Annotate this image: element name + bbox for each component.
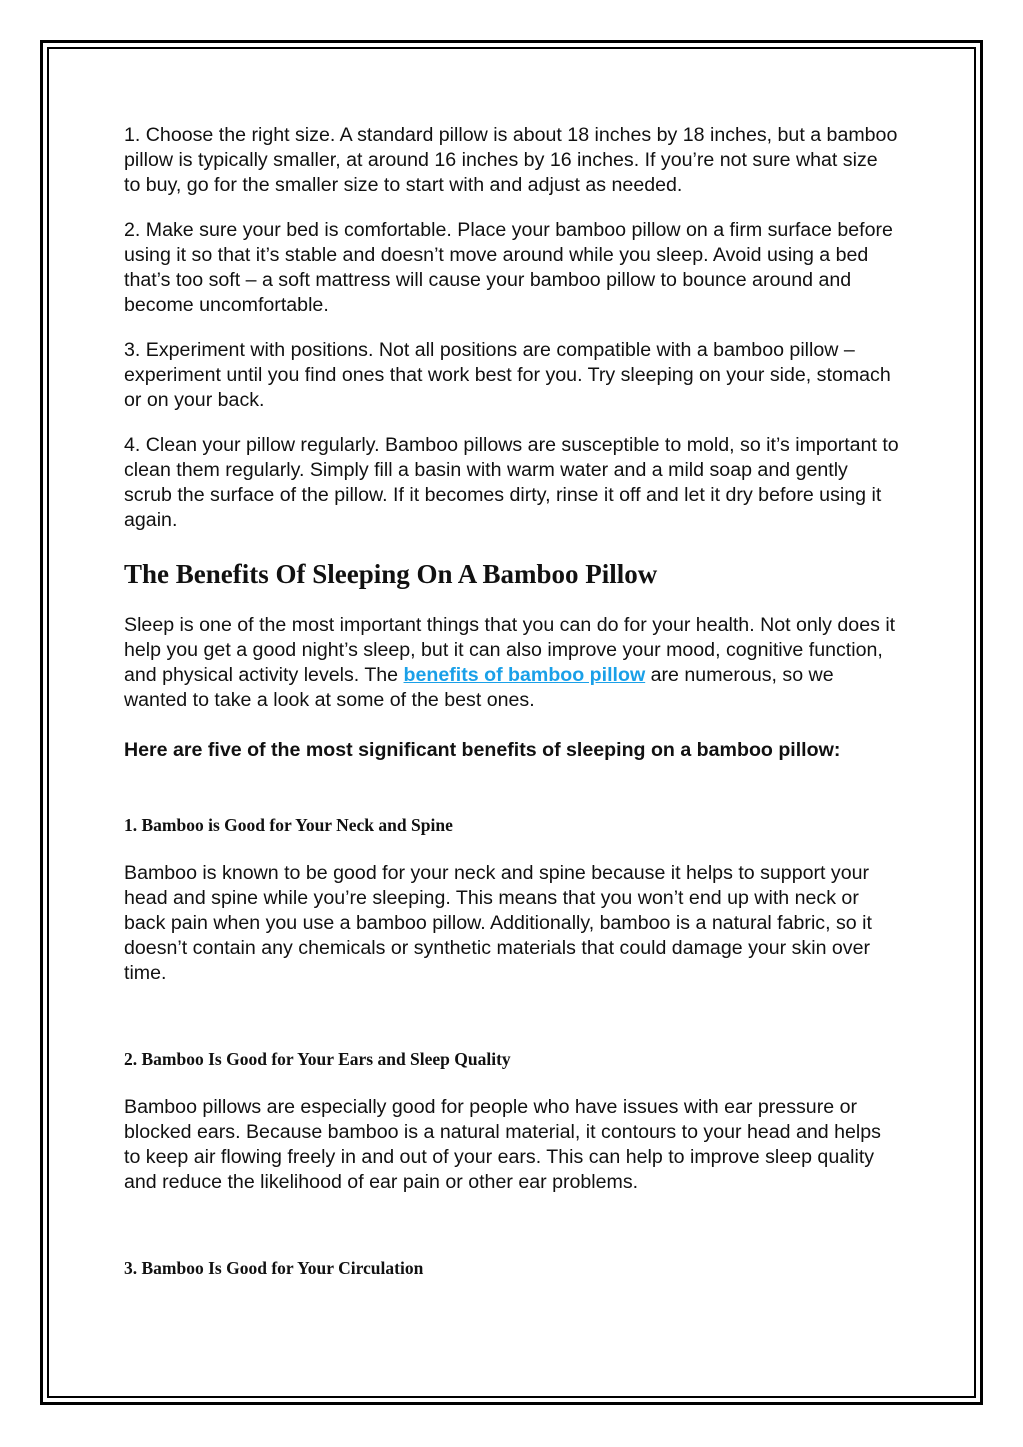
lead-in-text: Here are five of the most significant benefits of sleeping on a bamboo pillow: bbox=[124, 739, 841, 761]
section-1-body: Bamboo is known to be good for your neck and spine because it helps to support your head and spine while you’re sleeping. This means that you won’t end up with neck or back pain when you use a bamboo pillow. Additionally, bamboo is a natural fabric, so it doesn’t contain any chemicals or synthetic materials that could damage your skin over time. bbox=[124, 862, 872, 984]
section-2-body: Bamboo pillows are especially good for people who have issues with ear pressure or blocked ears. Because bamboo is a natural material, it contours to your head and helps to keep air flowing freely in and out of your ears. This can help to improve sleep quality and reduce the likelihood of ear pain or other ear problems. bbox=[124, 1096, 881, 1193]
section-2-title: 2. Bamboo Is Good for Your Ears and Sleep Quality bbox=[124, 1049, 511, 1069]
tip-paragraph-4: 4. Clean your pillow regularly. Bamboo pillows are susceptible to mold, so it’s important to clean them regularly. Simply fill a basin with warm water and a mild soap and gently scrub the surface of the pillow. If it becomes dirty, rinse it off and let it dry before using it again. bbox=[124, 434, 899, 531]
intro-text-before-link: Sleep is one of the most important things that you can do for your health. Not only does it help you get a good night’s sleep, but it can also improve your mood, cognitive function, and physical activity levels. The bbox=[124, 614, 896, 686]
benefits-heading: The Benefits Of Sleeping On A Bamboo Pillow bbox=[124, 559, 658, 589]
tip-paragraph-3: 3. Experiment with positions. Not all positions are compatible with a bamboo pillow – experiment until you find ones that work best for you. Try sleeping on your side, stomach or on your back. bbox=[124, 339, 891, 411]
benefits-link[interactable]: benefits of bamboo pillow bbox=[403, 664, 646, 686]
section-3-title: 3. Bamboo Is Good for Your Circulation bbox=[124, 1258, 424, 1278]
section-1-title: 1. Bamboo is Good for Your Neck and Spine bbox=[124, 815, 453, 835]
document-body bbox=[124, 123, 899, 1279]
intro-paragraph bbox=[124, 613, 899, 713]
tip-paragraph-2: 2. Make sure your bed is comfortable. Place your bamboo pillow on a firm surface before using it so that it’s stable and doesn’t move around while you sleep. Avoid using a bed that’s too soft – a soft mattress will cause your bamboo pillow to bounce around and become uncomfortable. bbox=[124, 219, 893, 316]
intro-text-after-link: are numerous, so we wanted to take a look at some of the best ones. bbox=[124, 664, 834, 711]
tip-paragraph-1: 1. Choose the right size. A standard pillow is about 18 inches by 18 inches, but a bamboo pillow is typically smaller, at around 16 inches by 16 inches. If you’re not sure what size to buy, go for the smaller size to start with and adjust as needed. bbox=[124, 124, 898, 196]
